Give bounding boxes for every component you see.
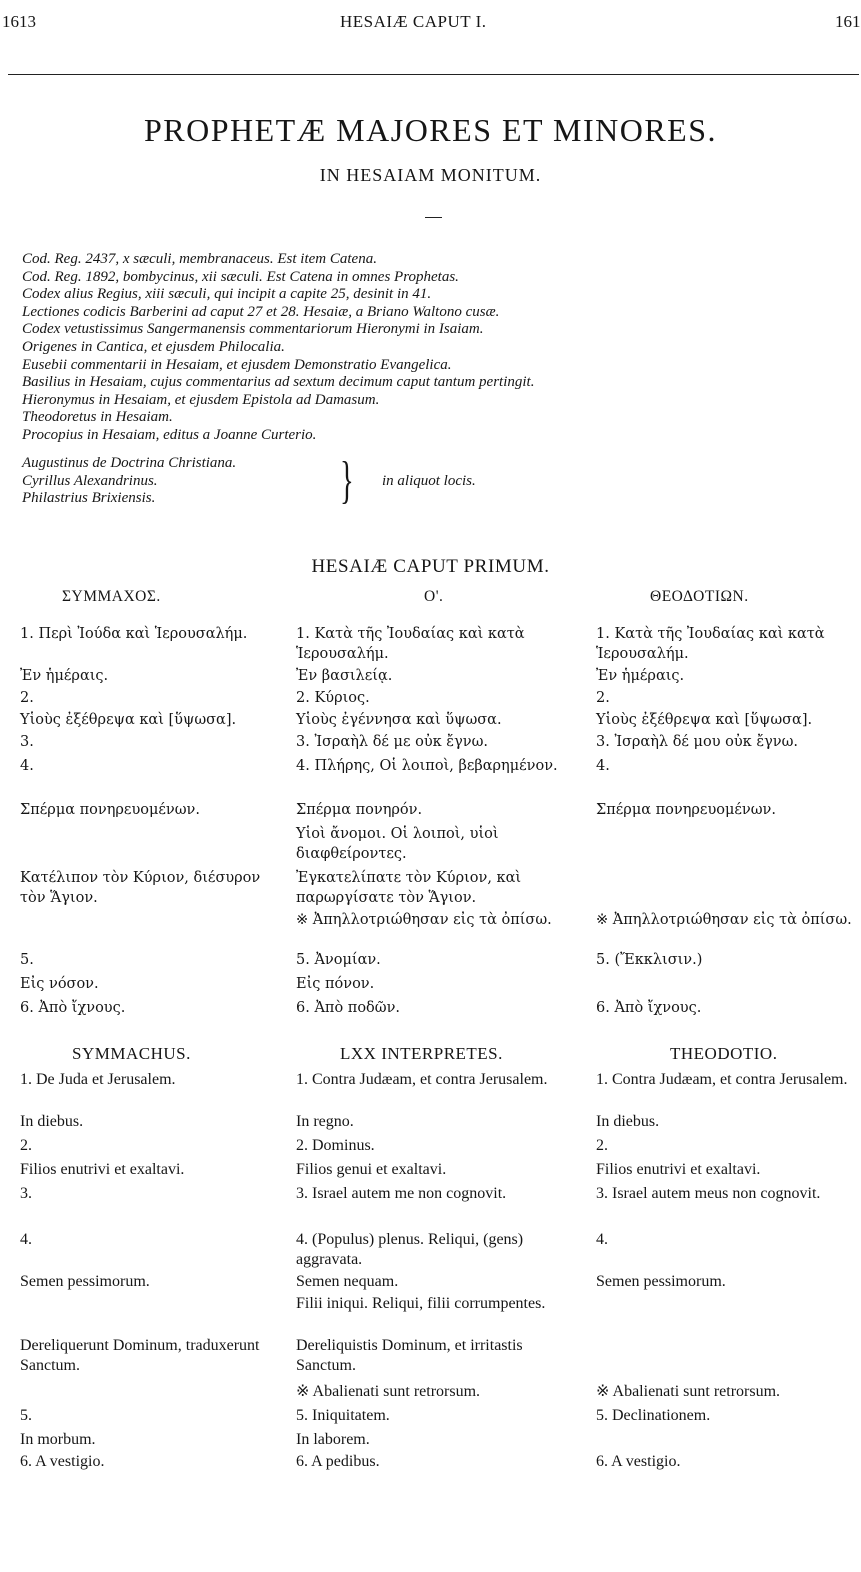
section-dash: [425, 217, 442, 218]
source-line: Codex vetustissimus Sangermanensis commentariorum Hieronymi in Isaiam.: [22, 321, 484, 338]
verse-entry: Filios enutrivi et exaltavi.: [20, 1161, 185, 1178]
caput-title: HESAIÆ CAPUT PRIMUM.: [311, 556, 550, 577]
column-header: LXX INTERPRETES.: [340, 1044, 503, 1063]
verse-entry: 6. Ἀπὸ ἴχνους.: [596, 1000, 702, 1016]
verse-entry: Υἱοὺς ἐγέννησα καὶ ὕψωσα.: [296, 712, 502, 728]
verse-entry: Σπέρμα πονηρόν.: [296, 802, 423, 818]
verse-entry: Εἰς πόνον.: [296, 976, 375, 992]
verse-entry: 4. Πλήρης, Οἱ λοιποὶ, βεβαρημένον.: [296, 758, 558, 774]
verse-entry: 6. Ἀπὸ ἴχνους.: [20, 1000, 126, 1016]
verse-entry: 1. Κατὰ τῆς Ἰουδαίας καὶ κατὰ Ἱερουσαλήμ.: [296, 626, 525, 662]
source-line: Philastrius Brixiensis.: [22, 490, 156, 507]
source-line: Procopius in Hesaiam, editus a Joanne Curterio.: [22, 426, 317, 443]
verse-entry: Filii iniqui. Reliqui, filii corrumpentes.: [296, 1295, 546, 1312]
verse-entry: 6. A vestigio.: [20, 1453, 105, 1470]
verse-entry: Semen nequam.: [296, 1273, 399, 1290]
braced-sources: [22, 452, 582, 509]
verse-entry: 1. De Juda et Jerusalem.: [20, 1071, 176, 1088]
page-number-right: 161: [835, 12, 861, 31]
verse-entry: 4.: [596, 1231, 608, 1248]
verse-entry: Ἐν ἡμέραις.: [20, 668, 109, 684]
verse-entry: Ἐν βασιλείᾳ.: [296, 668, 393, 684]
verse-entry: 6. A vestigio.: [596, 1453, 681, 1470]
source-line: Augustinus de Doctrina Christiana.: [22, 455, 237, 471]
verse-entry: 2.: [20, 1137, 32, 1154]
verse-entry: 6. A pedibus.: [296, 1453, 380, 1470]
verse-entry: In diebus.: [596, 1113, 660, 1130]
verse-entry: Εἰς νόσον.: [20, 976, 99, 992]
column-header: ΘΕΟΔΟΤΙΩΝ.: [650, 588, 749, 605]
verse-entry: Υἱοὺς ἐξέθρεψα καὶ [ὕψωσα].: [20, 712, 237, 728]
source-line: Cod. Reg. 2437, x sæculi, membranaceus. Est item Catena.: [22, 251, 377, 267]
verse-entry: 4. (Populus) plenus. Reliqui, (gens) aggravata.: [296, 1231, 524, 1268]
verse-entry: Dereliquistis Dominum, et irritastis Sanctum.: [296, 1337, 523, 1374]
verse-entry: In diebus.: [20, 1113, 84, 1130]
source-line: Cyrillus Alexandrinus.: [22, 472, 158, 489]
page-title: PROPHETÆ MAJORES ET MINORES.: [143, 112, 718, 148]
column-header: SYMMACHUS.: [72, 1044, 191, 1063]
verse-entry: 5. (Ἔκκλισιν.): [596, 952, 703, 968]
verse-entry: 1. Περὶ Ἰούδα καὶ Ἱερουσαλήμ.: [20, 626, 248, 642]
verse-entry: 3. Israel autem me non cognovit.: [296, 1185, 507, 1202]
verse-entry: 3.: [20, 734, 34, 750]
column-header: THEODOTIO.: [670, 1044, 778, 1063]
source-line: Origenes in Cantica, et ejusdem Philocalia.: [22, 338, 285, 355]
source-line: Theodoretus in Hesaiam.: [22, 409, 173, 426]
verse-entry: 3.: [20, 1185, 32, 1202]
page-subtitle: IN HESAIAM MONITUM.: [319, 165, 542, 185]
verse-entry: Filios genui et exaltavi.: [296, 1161, 447, 1178]
verse-entry: Semen pessimorum.: [596, 1273, 726, 1290]
verse-entry: Κατέλιπον τὸν Κύριον, διέσυρον τὸν Ἅγιον.: [20, 870, 261, 906]
verse-entry: 3. Israel autem meus non cognovit.: [596, 1185, 821, 1202]
verse-entry: 2. Κύριος.: [296, 690, 370, 706]
running-header: [0, 12, 861, 36]
verse-entry: Υἱοὶ ἄνομοι. Οἱ λοιποὶ, υἱοὶ διαφθείροντες.: [296, 826, 499, 862]
verse-entry: 1. Contra Judæam, et contra Jerusalem.: [296, 1071, 548, 1088]
verse-entry: 5.: [20, 952, 34, 968]
verse-entry: 2.: [596, 1137, 608, 1154]
verse-entry: ※ Ἀπηλλοτριώθησαν εἰς τὰ ὀπίσω.: [296, 912, 552, 928]
verse-entry: 4.: [20, 758, 34, 774]
verse-entry: 3. Ἰσραὴλ δέ με οὐκ ἔγνω.: [296, 734, 489, 750]
verse-entry: Σπέρμα πονηρευομένων.: [20, 802, 200, 818]
verse-entry: 2. Dominus.: [296, 1137, 375, 1154]
verse-entry: In laborem.: [296, 1431, 370, 1448]
verse-entry: ※ Ἀπηλλοτριώθησαν εἰς τὰ ὀπίσω.: [596, 912, 852, 928]
verse-entry: Semen pessimorum.: [20, 1273, 150, 1290]
verse-entry: 6. Ἀπὸ ποδῶν.: [296, 1000, 401, 1016]
column-header: ΣΥΜΜΑΧΟΣ.: [62, 588, 161, 605]
verse-entry: In regno.: [296, 1113, 354, 1130]
source-line: Lectiones codicis Barberini ad caput 27 et 28. Hesaiæ, a Briano Waltono cusæ.: [22, 303, 500, 320]
verse-entry: Σπέρμα πονηρευομένων.: [596, 802, 776, 818]
verse-entry: ※ Abalienati sunt retrorsum.: [596, 1383, 781, 1400]
verse-entry: 5. Iniquitatem.: [296, 1407, 390, 1424]
source-line: Basilius in Hesaiam, cujus commentarius ad sextum decimum caput tantum pertingit.: [22, 374, 535, 391]
verse-entry: 5. Ἀνομίαν.: [296, 952, 381, 968]
source-line: Eusebii commentarii in Hesaiam, et ejusdem Demonstratio Evangelica.: [22, 356, 452, 373]
verse-entry: 4.: [20, 1231, 32, 1248]
verse-entry: Ἐν ἡμέραις.: [596, 668, 685, 684]
source-line: Codex alius Regius, xiii sæculi, qui incipit a capite 25, desinit in 41.: [22, 286, 432, 303]
verse-entry: 1. Κατὰ τῆς Ἰουδαίας καὶ κατὰ Ἱερουσαλήμ.: [596, 626, 825, 662]
verse-entry: 3. Ἰσραὴλ δέ μου οὐκ ἔγνω.: [596, 734, 799, 750]
verse-entry: 2.: [596, 690, 610, 706]
verse-entry: 5. Declinationem.: [596, 1407, 711, 1424]
verse-entry: 1. Contra Judæam, et contra Jerusalem.: [596, 1071, 848, 1088]
column-header: Ο'.: [424, 588, 444, 605]
verse-entry: 5.: [20, 1407, 32, 1424]
page-number-left: 1613: [2, 12, 36, 31]
header-rule: [8, 74, 859, 75]
brace-note: in aliquot locis.: [382, 473, 476, 489]
verse-entry: Dereliquerunt Dominum, traduxerunt Sanctum.: [20, 1337, 260, 1374]
verse-entry: In morbum.: [20, 1431, 96, 1448]
running-title: HESAIÆ CAPUT I.: [340, 12, 487, 31]
verse-entry: 2.: [20, 690, 34, 706]
source-line: Cod. Reg. 1892, bombycinus, xii sæculi. Est Catena in omnes Prophetas.: [22, 268, 459, 285]
verse-entry: Υἱοὺς ἐξέθρεψα καὶ [ὕψωσα].: [596, 712, 813, 728]
source-line: Hieronymus in Hesaiam, et ejusdem Epistola ad Damasum.: [22, 391, 380, 408]
verse-entry: 4.: [596, 758, 610, 774]
verse-entry: Filios enutrivi et exaltavi.: [596, 1161, 761, 1178]
sources-list: [22, 251, 852, 445]
curly-brace: }: [340, 452, 354, 509]
verse-entry: Ἐγκατελίπατε τὸν Κύριον, καὶ παρωργίσατε τὸν Ἅγιον.: [296, 870, 522, 906]
verse-entry: ※ Abalienati sunt retrorsum.: [296, 1383, 481, 1400]
